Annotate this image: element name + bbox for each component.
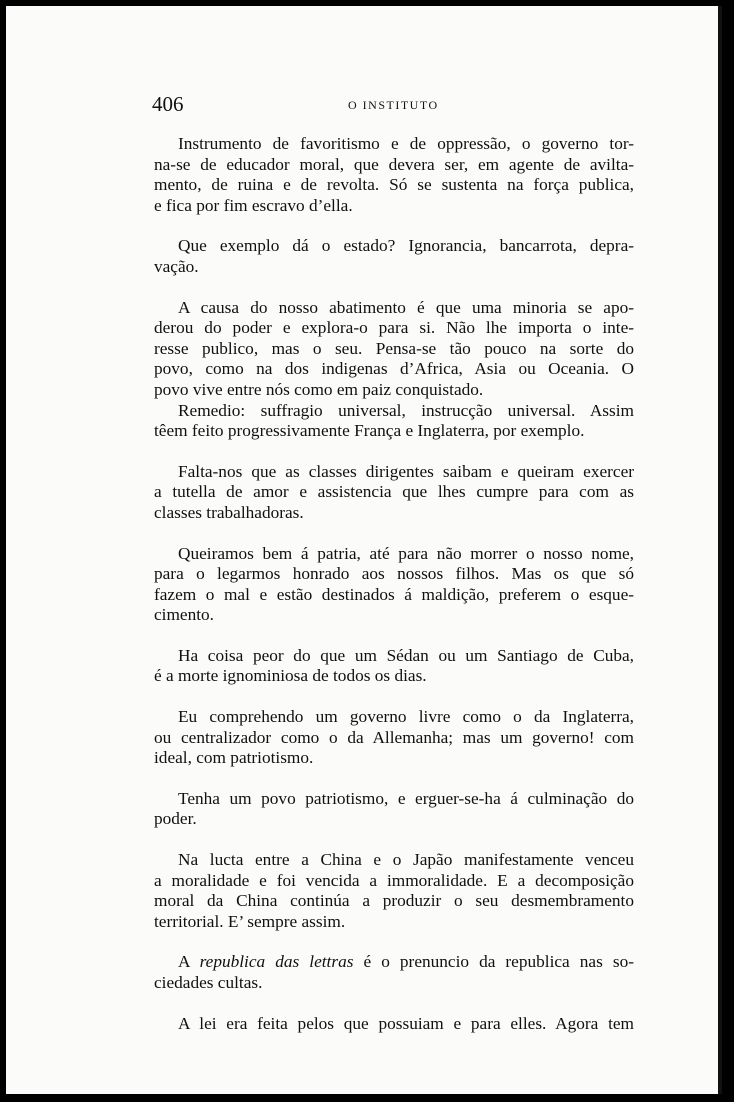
text-line: Queiramos bem á patria, até para não morrer o nosso nome, (178, 543, 634, 563)
text-fragment: A (178, 952, 200, 972)
paragraph (154, 646, 634, 687)
text-line: fazem o mal e estão destinados á maldição, preferem o esque- (154, 584, 634, 604)
text-line: ou centralizador como o da Allemanha; mas um governo! com (154, 727, 634, 747)
page-header (152, 92, 642, 122)
text-line: povo, como na dos indigenas d’Africa, Asia ou Oceania. O (154, 359, 634, 379)
text-line: Ha coisa peor do que um Sédan ou um Santiago de Cuba, (178, 645, 634, 665)
body-text (154, 134, 634, 1034)
page-number: 406 (152, 92, 184, 116)
text-line: classes trabalhadoras. (154, 502, 304, 522)
text-line: resse publico, mas o seu. Pensa-se tão pouco na sorte do (154, 338, 634, 358)
text-line: vação. (154, 256, 199, 276)
text-line: Instrumento de favoritismo e de oppressão, o governo tor- (178, 134, 634, 153)
paragraph (154, 707, 634, 769)
text-line: territorial. E’ sempre assim. (154, 911, 346, 931)
text-line: têem feito progressivamente França e Inglaterra, por exemplo. (154, 421, 585, 441)
paragraph (154, 462, 634, 524)
text-line: povo vive entre nós como em paiz conquistado. (154, 379, 484, 399)
text-line: Que exemplo dá o estado? Ignorancia, bancarrota, depra- (178, 236, 634, 256)
text-line: poder. (154, 809, 197, 829)
text-line: Falta-nos que as classes dirigentes saibam e queiram exercer (178, 461, 634, 481)
text-line (154, 952, 634, 973)
text-line: derou do poder e explora-o para si. Não lhe importa o inte- (154, 318, 634, 338)
paragraph (154, 850, 634, 932)
paragraph (154, 544, 634, 626)
text-line: Remedio: suffragio universal, instrucção universal. Assim (178, 400, 634, 420)
text-fragment: é o prenuncio da republica nas so- (353, 952, 634, 972)
paragraph (154, 401, 634, 442)
paragraph (154, 1014, 634, 1035)
text-line: e fica por fim escravo d’ella. (154, 195, 353, 215)
text-line: A causa do nosso abatimento é que uma minoria se apo- (178, 297, 634, 317)
text-line: cimento. (154, 605, 214, 625)
paragraph (154, 298, 634, 401)
text-line: Na lucta entre a China e o Japão manifestamente venceu (178, 850, 634, 870)
text-line: A lei era feita pelos que possuiam e para elles. Agora tem (178, 1013, 634, 1033)
text-line: ciedades cultas. (154, 973, 263, 992)
book-page (6, 6, 722, 1094)
paragraph (154, 236, 634, 277)
text-line: a tutella de amor e assistencia que lhes cumpre para com as (154, 482, 634, 502)
paragraph (154, 789, 634, 830)
text-line: ideal, com patriotismo. (154, 748, 314, 768)
running-title: O INSTITUTO (348, 98, 439, 112)
text-line: Tenha um povo patriotismo, e erguer-se-ha á culminação do (178, 788, 634, 808)
paragraph (154, 952, 634, 993)
paragraph (154, 134, 634, 216)
text-line: é a morte ignominiosa de todos os dias. (154, 666, 427, 686)
text-line: a moralidade e foi vencida a immoralidade. E a decomposição (154, 870, 634, 890)
text-line: mento, de ruina e de revolta. Só se sustenta na força publica, (154, 175, 634, 195)
text-line: para o legarmos honrado aos nossos filhos. Mas os que só (154, 564, 634, 584)
text-line: Eu comprehendo um governo livre como o da Inglaterra, (178, 707, 634, 727)
text-line: na-se de educador moral, que devera ser, em agente de avilta- (154, 154, 634, 174)
text-line: moral da China continúa a produzir o seu desmembramento (154, 891, 634, 911)
italic-phrase: republica das lettras (199, 952, 354, 972)
